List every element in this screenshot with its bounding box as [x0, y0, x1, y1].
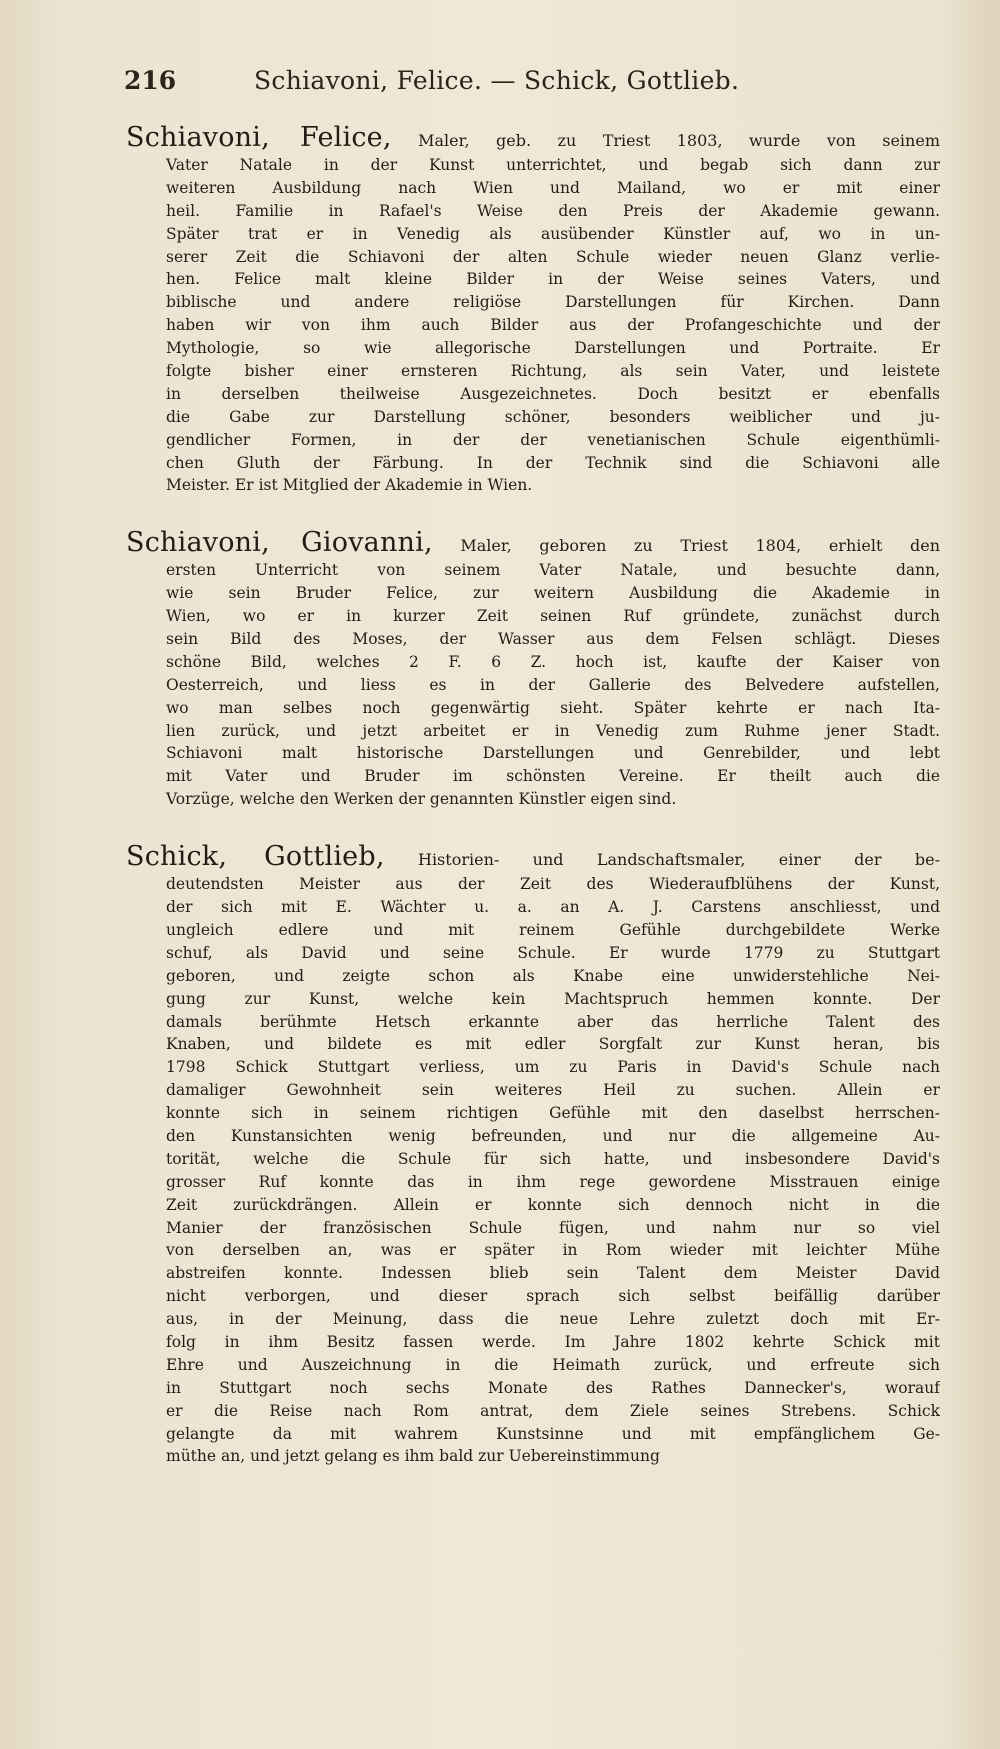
entry-text-line: müthe an, und jetzt gelang es ihm bald zur Uebereinstimmung	[166, 1447, 660, 1466]
entry	[126, 527, 940, 811]
entry-text-line: torität, welche die Schule für sich hatte, und insbesondere David's	[166, 1149, 940, 1168]
entry-text-line: Knaben, und bildete es mit edler Sorgfalt zur Kunst heran, bis	[166, 1035, 940, 1054]
entry-first-line	[126, 841, 940, 873]
entry-text-line: weiteren Ausbildung nach Wien und Mailand, wo er mit einer	[166, 178, 940, 197]
entry-text-line: 1798 Schick Stuttgart verliess, um zu Paris in David's Schule nach	[166, 1058, 940, 1077]
entry-text-line: damals berühmte Hetsch erkannte aber das herrliche Talent des	[166, 1012, 940, 1031]
entry-text-line: gung zur Kunst, welche kein Machtspruch hemmen konnte. Der	[166, 989, 940, 1008]
entry-text-line: grosser Ruf konnte das in ihm rege gewordene Misstrauen einige	[166, 1172, 940, 1191]
entry-text-line: in derselben theilweise Ausgezeichnetes. Doch besitzt er ebenfalls	[166, 384, 940, 403]
entry-text-line: heil. Familie in Rafael's Weise den Preis der Akademie gewann.	[166, 201, 940, 220]
entry-text-line: Manier der französischen Schule fügen, und nahm nur so viel	[166, 1218, 940, 1237]
entry-first-line-text: Maler, geb. zu Triest 1803, wurde von seinem	[418, 131, 940, 150]
entry-first-line-text: Historien- und Landschaftsmaler, einer der be-	[417, 850, 940, 870]
running-title: Schiavoni, Felice. — Schick, Gottlieb.	[254, 66, 740, 95]
entry-text-line: serer Zeit die Schiavoni der alten Schule wieder neuen Glanz verlie-	[166, 247, 940, 266]
entry-text-line: gelangte da mit wahrem Kunstsinne und mit empfänglichem Ge-	[166, 1424, 940, 1443]
entry-text-line: schuf, als David und seine Schule. Er wurde 1779 zu Stuttgart	[166, 943, 940, 962]
entry-text-line: Meister. Er ist Mitglied der Akademie in Wien.	[166, 476, 533, 495]
entry-text-line: hen. Felice malt kleine Bilder in der Weise seines Vaters, und	[166, 270, 940, 289]
entry-text-line: der sich mit E. Wächter u. a. an A. J. Carstens anschliesst, und	[166, 898, 940, 917]
entry-headword: Schiavoni, Felice,	[126, 122, 392, 153]
page-number: 216	[124, 66, 177, 95]
entry-text-line: gendlicher Formen, in der der venetianischen Schule eigenthümli-	[166, 430, 940, 449]
entry-text-line: die Gabe zur Darstellung schöner, besonders weiblicher und ju-	[166, 407, 940, 426]
dictionary-entries	[126, 122, 940, 1498]
entry-text-line: folgte bisher einer ernsteren Richtung, als sein Vater, und leistete	[166, 362, 940, 381]
entry-text-line: wie sein Bruder Felice, zur weitern Ausbildung die Akademie in	[166, 584, 940, 603]
entry-first-line-text: Maler, geboren zu Triest 1804, erhielt den	[460, 536, 940, 556]
entry-text-line: geboren, und zeigte schon als Knabe eine unwiderstehliche Nei-	[166, 966, 940, 985]
entry-text-line: konnte sich in seinem richtigen Gefühle mit den daselbst herrschen-	[166, 1104, 940, 1123]
entry-headword: Schick, Gottlieb,	[126, 841, 385, 873]
entry-text-line: Zeit zurückdrängen. Allein er konnte sich dennoch nicht in die	[166, 1195, 940, 1214]
entry-text-line: in Stuttgart noch sechs Monate des Rathes Dannecker's, worauf	[166, 1378, 940, 1397]
entry-text-line: wo man selbes noch gegenwärtig sieht. Später kehrte er nach Ita-	[166, 698, 940, 717]
entry-headword: Schiavoni, Giovanni,	[126, 527, 433, 559]
running-head	[124, 66, 804, 102]
entry-text-line: abstreifen konnte. Indessen blieb sein Talent dem Meister David	[166, 1264, 940, 1283]
entry-text-line: Oesterreich, und liess es in der Gallerie des Belvedere aufstellen,	[166, 675, 940, 694]
entry-text-line: Wien, wo er in kurzer Zeit seinen Ruf gründete, zunächst durch	[166, 607, 940, 626]
entry-text-line: ersten Unterricht von seinem Vater Natale, und besuchte dann,	[166, 561, 940, 580]
entry-text-line: Vater Natale in der Kunst unterrichtet, und begab sich dann zur	[166, 156, 940, 174]
entry-text-line: damaliger Gewohnheit sein weiteres Heil zu suchen. Allein er	[166, 1081, 940, 1100]
entry-text-line: biblische und andere religiöse Darstellungen für Kirchen. Dann	[166, 293, 940, 312]
entry-text-line: nicht verborgen, und dieser sprach sich selbst beifällig darüber	[166, 1287, 940, 1306]
entry-text-line: Vorzüge, welche den Werken der genannten Künstler eigen sind.	[166, 790, 677, 809]
entry-text-line: den Kunstansichten wenig befreunden, und nur die allgemeine Au-	[166, 1126, 940, 1145]
entry-text-line: sein Bild des Moses, der Wasser aus dem Felsen schlägt. Dieses	[166, 630, 940, 649]
entry-text-line: lien zurück, und jetzt arbeitet er in Venedig zum Ruhme jener Stadt.	[166, 721, 940, 740]
entry-text-line: von derselben an, was er später in Rom wieder mit leichter Mühe	[166, 1241, 940, 1260]
entry-text-line: chen Gluth der Färbung. In der Technik sind die Schiavoni alle	[166, 453, 940, 472]
entry-text-line: deutendsten Meister aus der Zeit des Wiederaufblühens der Kunst,	[166, 875, 940, 894]
entry-text-line: er die Reise nach Rom antrat, dem Ziele seines Strebens. Schick	[166, 1401, 940, 1420]
entry	[126, 841, 940, 1468]
entry-first-line	[126, 527, 940, 559]
entry-text-line: aus, in der Meinung, dass die neue Lehre zuletzt doch mit Er-	[166, 1310, 940, 1329]
entry	[126, 122, 940, 497]
entry-text-line: Ehre und Auszeichnung in die Heimath zurück, und erfreute sich	[166, 1355, 940, 1374]
entry-text-line: Schiavoni malt historische Darstellungen und Genrebilder, und lebt	[166, 744, 940, 763]
entry-text-line: mit Vater und Bruder im schönsten Vereine. Er theilt auch die	[166, 767, 940, 786]
entry-text-line: folg in ihm Besitz fassen werde. Im Jahre 1802 kehrte Schick mit	[166, 1332, 940, 1351]
entry-text-line: haben wir von ihm auch Bilder aus der Profangeschichte und der	[166, 316, 940, 335]
entry-text-line: Mythologie, so wie allegorische Darstellungen und Portraite. Er	[166, 339, 940, 358]
entry-text-line: schöne Bild, welches 2 F. 6 Z. hoch ist, kaufte der Kaiser von	[166, 652, 940, 671]
entry-text-line: Später trat er in Venedig als ausübender Künstler auf, wo in un-	[166, 224, 940, 243]
entry-first-line	[126, 122, 940, 154]
entry-text-line: ungleich edlere und mit reinem Gefühle durchgebildete Werke	[166, 920, 940, 939]
